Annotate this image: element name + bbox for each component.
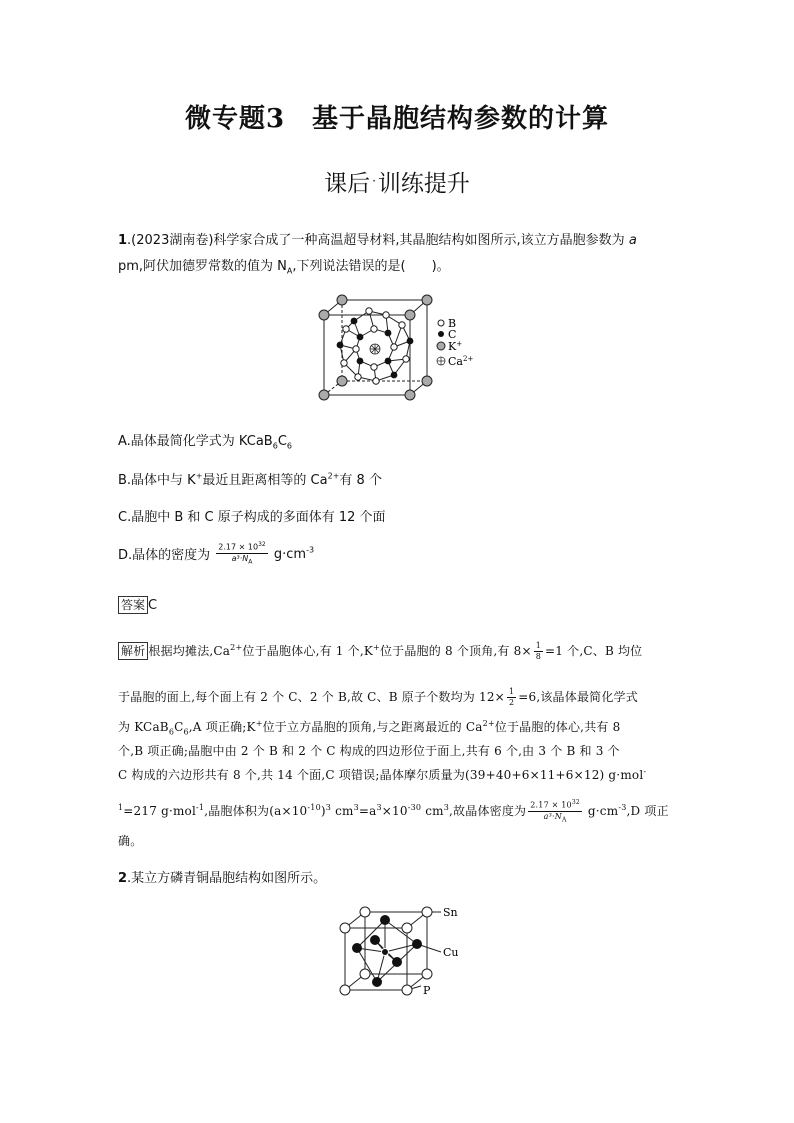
explain-p6-s5: 3 xyxy=(376,803,382,813)
density-unit: $g\cdot cm^{-3}$ xyxy=(273,545,315,562)
explain-line-4 xyxy=(118,742,678,759)
explain-p7: 确。 xyxy=(118,834,143,848)
explain-p4: 个,B 项正确;晶胞中由 2 个 B 和 2 个 C 构成的四边形位于面上,共有 6 个,由 3 个 B 和 3 个 xyxy=(118,744,620,758)
explain-p3-s1: 6 xyxy=(168,727,175,737)
explain-line-3 xyxy=(118,718,678,736)
density-fraction-2 xyxy=(528,798,582,825)
explain-p2b: =6,该晶体最简化学式 xyxy=(518,690,638,704)
question-1-line2: pm,阿伏加德罗常数的值为 N xyxy=(118,259,287,274)
legend-C-marker xyxy=(438,331,444,337)
density2-den: $a^3\cdot N_A$ xyxy=(543,811,567,824)
explain-p6f: =a xyxy=(358,804,377,819)
page-title: 微专题3 基于晶胞结构参数的计算 xyxy=(184,104,610,134)
option-a-mid: C xyxy=(277,434,287,449)
subtitle-left: 课后 xyxy=(324,171,371,197)
answer-value: C xyxy=(148,598,158,613)
explain-p1b: 位于晶胞体心,有 1 个,K xyxy=(242,644,374,658)
option-a-text: A.晶体最简化学式为 KCaB xyxy=(118,434,273,449)
fraction-1-2 xyxy=(507,687,516,708)
frac2-d: 2 xyxy=(508,698,515,707)
explain-p3e: 位于晶胞的体心,共有 8 xyxy=(494,720,621,734)
explain-line-2 xyxy=(118,687,678,708)
subtitle-right: 训练提升 xyxy=(377,171,470,197)
explain-p5-sup: - xyxy=(643,767,647,776)
explain-p3-s2: 6 xyxy=(183,727,189,737)
label-Cu: Cu xyxy=(443,946,459,959)
density-fraction xyxy=(216,540,267,567)
label-Sn: Sn xyxy=(443,906,458,919)
explain-p3-sup1: + xyxy=(255,719,263,728)
legend-C: C xyxy=(448,328,457,341)
explain-p6-s8: -3 xyxy=(618,803,627,813)
explain-p6-s4: 3 xyxy=(353,803,359,813)
legend-K-marker xyxy=(437,342,445,350)
explain-p6-s2: -10 xyxy=(307,803,321,813)
question-2-stem xyxy=(118,866,326,892)
legend-K: K+ xyxy=(448,340,463,353)
option-b-text1: B.晶体中与 K xyxy=(118,473,196,488)
explain-p3c: ,A 项正确;K xyxy=(188,720,256,734)
explain-p5: C 构成的六边形共有 8 个,共 14 个面,C 项错误;晶体摩尔质量为(39+40+6×11+6×12) g·mol xyxy=(118,768,644,782)
option-c-text: C.晶胞中 B 和 C 原子构成的多面体有 12 个面 xyxy=(118,510,386,525)
question-1-stem xyxy=(118,228,678,285)
explain-p1c: 位于晶胞的 8 个顶角,有 8× xyxy=(379,644,532,658)
var-a: a xyxy=(628,233,637,248)
question-1-number: 1 xyxy=(118,233,128,248)
answer-label: 答案 xyxy=(118,596,148,614)
explain-p6g: ×10 xyxy=(381,804,408,819)
density-num: $2.17 \times 10^{32}$ xyxy=(218,541,266,552)
explain-p3d: 位于立方晶胞的顶角,与之距离最近的 Ca xyxy=(262,720,483,734)
sup-k: + xyxy=(373,643,380,652)
explain-p6d: ) xyxy=(320,804,326,819)
frac2-n: 1 xyxy=(508,687,515,696)
explain-p3a: 为 KCaB xyxy=(118,720,169,734)
explain-p2a: 于晶胞的面上,每个面上有 2 个 C、2 个 B,故 C、B 原子个数均为 12× xyxy=(118,690,505,704)
density2-num: $2.17 \times 10^{32}$ xyxy=(530,799,580,810)
frac1-d: 8 xyxy=(535,652,542,661)
explain-line-1 xyxy=(118,641,678,662)
explain-p6b: =217 g·mol xyxy=(123,804,197,819)
explain-p6-s6: -30 xyxy=(407,803,422,813)
subtitle-dot: · xyxy=(372,174,376,188)
option-d[interactable] xyxy=(118,540,314,567)
legend-Ca: $Ca^{2+}$ xyxy=(448,355,474,368)
crystal-cell-figure-2 xyxy=(335,900,465,1000)
explain-line-7 xyxy=(118,832,678,849)
explain-p6-s1: -1 xyxy=(196,803,205,813)
explain-p6a: 1 xyxy=(118,803,124,813)
frac1-n: 1 xyxy=(535,641,542,650)
explain-p6-s3: 3 xyxy=(325,803,332,813)
label-P: P xyxy=(423,984,431,997)
explain-line-5 xyxy=(118,766,678,783)
explain-p6i: ,故晶体密度为 xyxy=(449,804,527,819)
explain-p6k: ,D 项正 xyxy=(626,804,669,819)
explain-p1d: =1 个,C、B 均位 xyxy=(545,644,643,658)
question-2-number: 2 xyxy=(118,871,128,886)
section-subtitle xyxy=(0,165,794,198)
option-a-sub1: 6 xyxy=(272,441,278,451)
option-b-sup2: 2+ xyxy=(327,471,340,481)
sub-A: A xyxy=(286,266,293,276)
option-c[interactable] xyxy=(118,506,386,525)
explain-line-6 xyxy=(118,798,678,825)
explain-p6-s7: 3 xyxy=(443,803,450,813)
crystal-cell-figure-1 xyxy=(314,293,484,408)
option-b-text2: 最近且距离相等的 Ca xyxy=(202,473,328,488)
legend-B-marker xyxy=(438,320,444,326)
explain-p3b: C xyxy=(174,720,184,734)
option-b-sup1: + xyxy=(195,471,203,481)
fraction-1-8 xyxy=(534,641,543,662)
question-1-line1: .(2023湖南卷)科学家合成了一种高温超导材料,其晶胞结构如图所示,该立方晶胞参数为 xyxy=(127,233,625,248)
explain-p3-sup2: 2+ xyxy=(482,719,495,728)
explain-p6j: g·cm xyxy=(583,804,619,819)
sup-ca: 2+ xyxy=(230,643,243,652)
legend-B: B xyxy=(448,317,457,330)
option-b[interactable] xyxy=(118,469,382,488)
question-2-text: .某立方磷青铜晶胞结构如图所示。 xyxy=(127,871,327,886)
answer-row xyxy=(118,596,157,614)
explain-p6h: cm xyxy=(421,804,444,819)
explain-p1a: 根据均摊法,Ca xyxy=(148,644,231,658)
question-1-line2-end: ,下列说法错误的是( )。 xyxy=(292,259,450,274)
option-d-text: D.晶体的密度为 xyxy=(118,548,211,564)
explain-label: 解析 xyxy=(118,642,148,660)
option-a-sub2: 6 xyxy=(286,441,292,451)
explain-p6c: ,晶胞体积为(a×10 xyxy=(204,804,308,819)
explain-p6e: cm xyxy=(331,804,354,819)
legend-Ca-marker xyxy=(437,357,445,365)
density-den: $a^3\cdot N_A$ xyxy=(231,553,253,566)
option-a[interactable] xyxy=(118,430,292,451)
option-b-text3: 有 8 个 xyxy=(339,473,382,488)
